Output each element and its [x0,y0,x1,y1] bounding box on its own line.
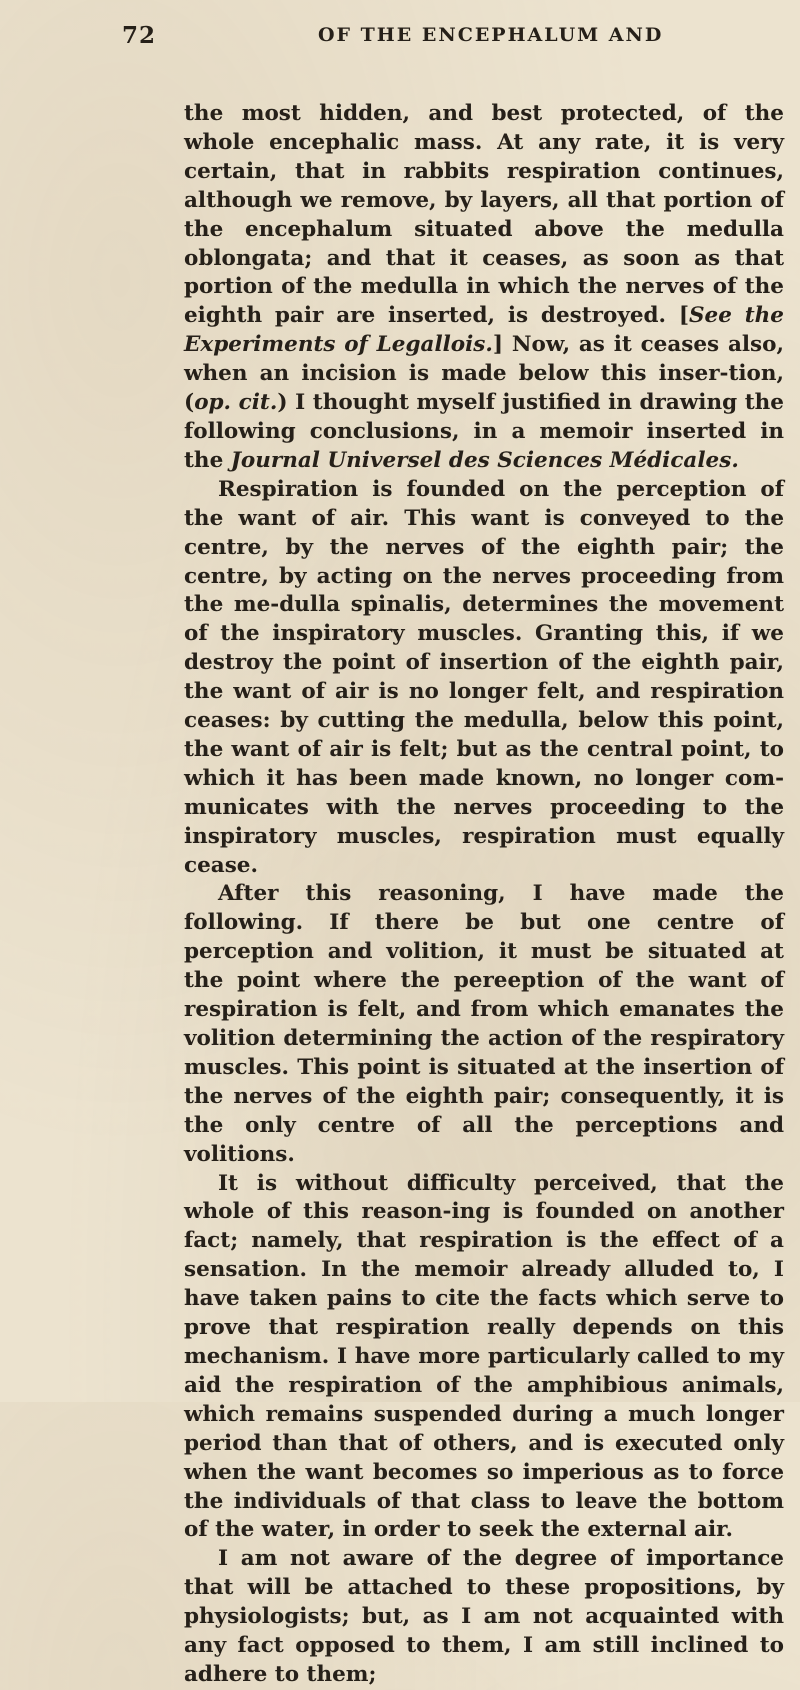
paragraph-1-italic-2: op. cit. [194,390,278,416]
paragraph-1 [184,100,784,476]
paragraph-2: Respiration is founded on the perception of the want of air. This want is conveyed to the centre, by the nerves of the eighth pair; the centre, by acting on the nerves proceeding from the me-dulla spinalis, determines the movement of the inspiratory muscles. Granting this, if we destroy the point of insertion of the eighth pair, the want of air is no longer felt, and respiration ceases: by cutting the medulla, below this point, the want of air is felt; but as the central point, to which it has been made known, no longer com-municates with the nerves proceeding to the inspiratory muscles, respiration must equally cease. [184,476,784,878]
paragraph-1-text-1: the most hidden, and best protected, of the whole encephalic mass. At any rate, it is very certain, that in rabbits respiration continues, although we remove, by layers, all that portion of the encephalum situated above the medulla oblongata; and that it ceases, as soon as that portion of the medulla in which the nerves of the eighth pair are inserted, is destroyed. [ [184,101,784,329]
paragraph-3: After this reasoning, I have made the following. If there be but one centre of perception and volition, it must be situated at the point where the pereeption of the want of respiration is felt, and from which emanates the volition determining the action of the respiratory muscles. This point is situated at the insertion of the nerves of the eighth pair; consequently, it is the only centre of all the perceptions and volitions. [184,881,784,1167]
paragraph-1-text-2: ] Now, as it ceases also, when an incision is made below this inser-tion, ( [184,332,784,416]
paragraph-1-text-3: ) I thought myself justified in drawing the following conclusions, in a memoir inserted in the [184,390,784,473]
paragraph-1-italic-1: See the Experiments of Legallois. [184,303,784,358]
paragraph-1-italic-3: Journal Universel des Sciences Médicales. [230,447,739,473]
running-head [122,22,762,58]
running-title: OF THE ENCEPHALUM AND [318,24,664,46]
paragraph-5: I am not aware of the degree of importance that will be attached to these propositions, by physiologists; but, as I am not acquainted with any fact opposed to them, I am still inclined to adhere to them; [184,1546,784,1687]
body-text [184,100,784,1690]
paragraph-4: It is without difficulty perceived, that the whole of this reason-ing is founded on another fact; namely, that respiration is the effect of a sensation. In the memoir already alluded to, I have taken pains to cite the facts which serve to prove that respiration really depends on this mechanism. I have more particularly called to my aid the respiration of the amphibious animals, which remains suspended during a much longer period than that of others, and is executed only when the want becomes so imperious as to force the individuals of that class to leave the bottom of the water, in order to seek the external air. [184,1170,784,1543]
page-number: 72 [122,22,157,49]
